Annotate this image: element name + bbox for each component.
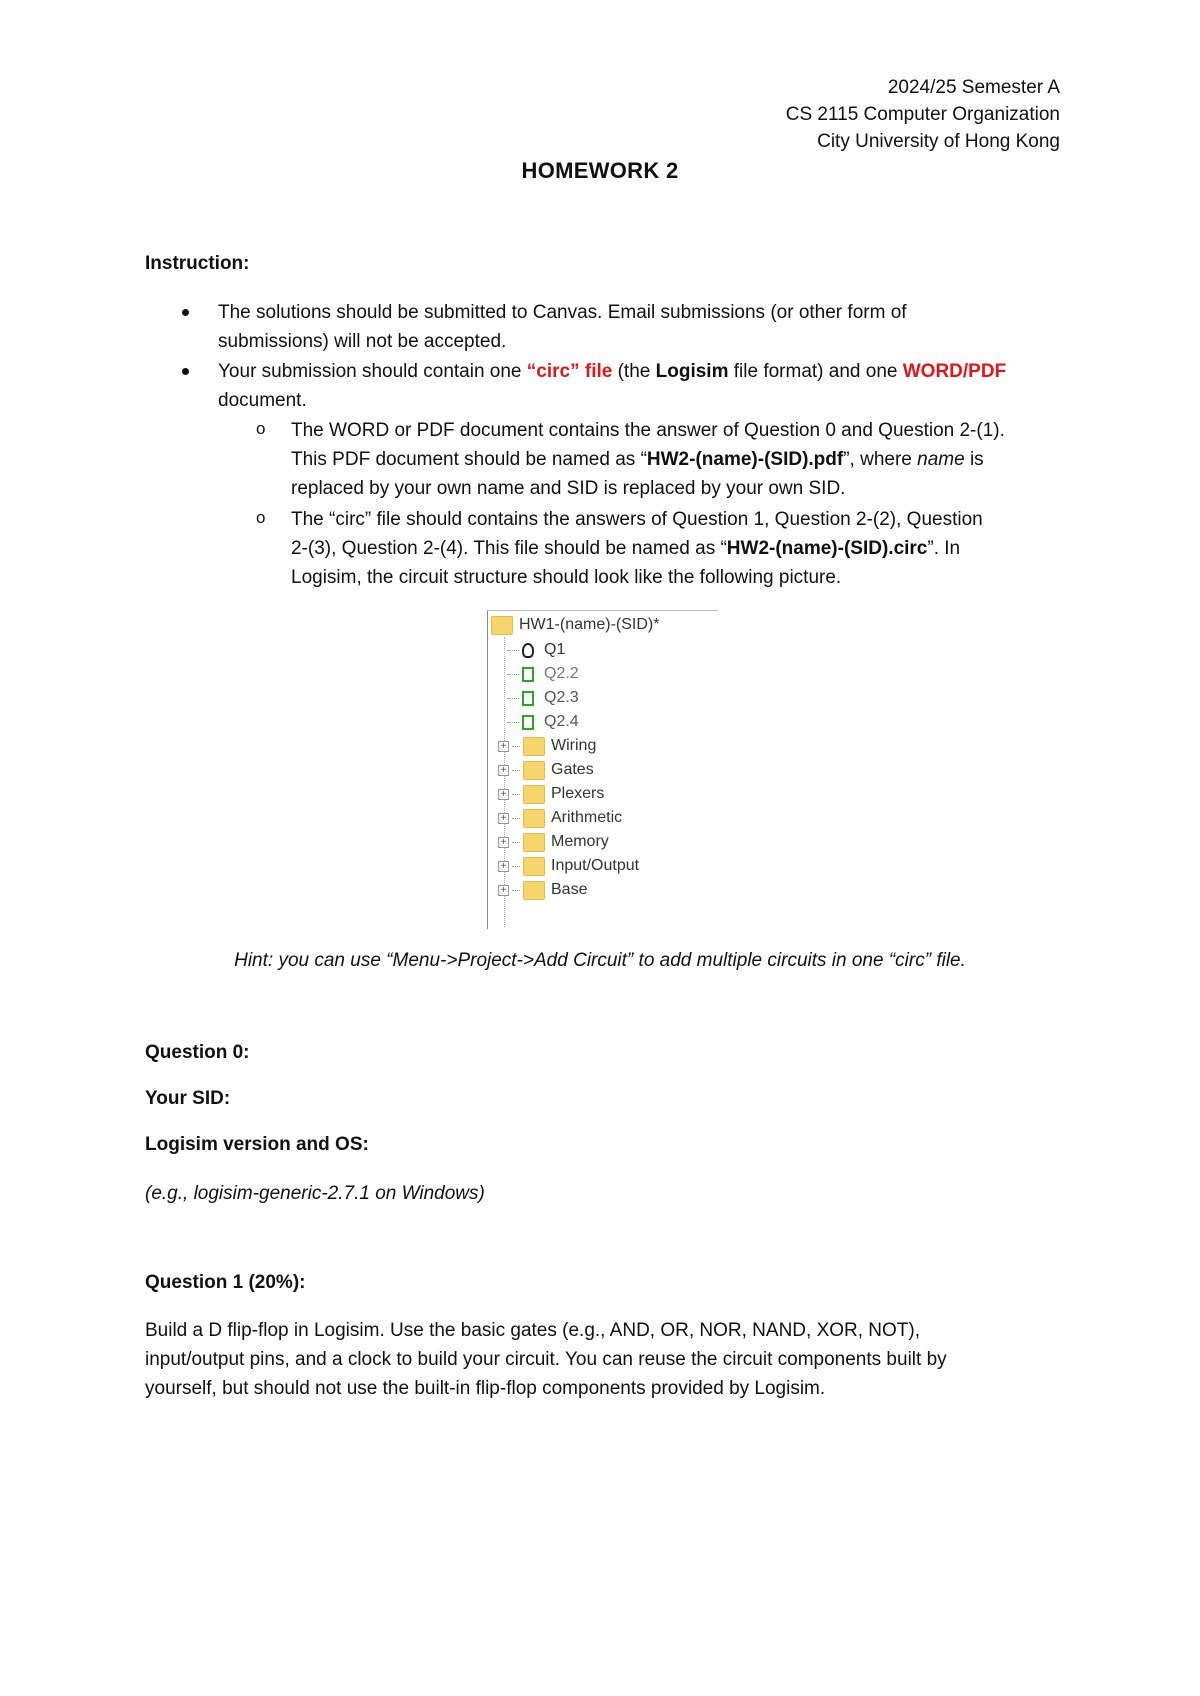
expand-icon: + <box>498 813 509 824</box>
question-0-heading: Question 0: <box>145 1042 250 1063</box>
logisim-tree-image <box>487 610 718 929</box>
folder-icon <box>523 857 545 876</box>
text-span: ”. In <box>927 538 961 559</box>
tree-dots <box>507 698 519 699</box>
library-label: Memory <box>551 833 609 850</box>
sub-2-line3: Logisim, the circuit structure should look like the following picture. <box>291 567 842 588</box>
tree-circuit-q23 <box>504 687 579 709</box>
tree-lib-plexers <box>498 783 604 805</box>
folder-icon <box>523 881 545 900</box>
tree-lib-memory <box>498 831 609 853</box>
course-label: CS 2115 Computer Organization <box>785 104 1060 125</box>
folder-icon <box>523 809 545 828</box>
tree-dots <box>512 818 520 819</box>
tree-circuit-q1 <box>504 639 565 661</box>
circuit-label: Q1 <box>544 641 566 658</box>
tree-lib-wiring <box>498 735 596 757</box>
tree-dots <box>507 650 519 651</box>
tree-root-label: HW1-(name)-(SID)* <box>519 616 660 633</box>
sub-2-line2 <box>291 534 1081 563</box>
tree-lib-base <box>498 879 587 901</box>
bullet-dot <box>182 368 189 375</box>
question-1-heading: Question 1 (20%): <box>145 1272 306 1293</box>
magnifier-icon <box>522 643 534 658</box>
expand-icon: + <box>498 885 509 896</box>
tree-dots <box>512 794 520 795</box>
bullet-2-line1 <box>218 357 1078 386</box>
sub-1-line2 <box>291 445 1081 474</box>
library-label: Arithmetic <box>551 809 623 826</box>
bullet-2 <box>218 357 1078 415</box>
semester-label: 2024/25 Semester A <box>887 77 1060 98</box>
logisim-bold: Logisim <box>655 361 729 382</box>
name-italic: name <box>917 449 965 470</box>
circuit-icon <box>522 715 534 730</box>
instruction-heading: Instruction: <box>145 253 250 274</box>
sub-bullet-marker: o <box>256 508 266 527</box>
text-span: file format) and one <box>728 361 903 382</box>
logisim-version-label: Logisim version and OS: <box>145 1134 369 1155</box>
folder-icon <box>523 761 545 780</box>
sub-bullet-marker: o <box>256 419 266 438</box>
sub-2-line1: The “circ” file should contains the answers of Question 1, Question 2-(2), Question <box>291 509 983 530</box>
tree-dots <box>512 866 520 867</box>
circuit-icon <box>522 691 534 706</box>
folder-icon <box>523 737 545 756</box>
library-label: Gates <box>551 761 594 778</box>
tree-circuit-q22 <box>504 663 579 685</box>
folder-icon <box>523 833 545 852</box>
circ-file-highlight: “circ” file <box>526 361 613 382</box>
library-label: Base <box>551 881 588 898</box>
bullet-1 <box>218 298 1078 356</box>
circuit-icon <box>522 667 534 682</box>
pdf-filename: HW2-(name)-(SID).pdf <box>646 449 844 470</box>
expand-icon: + <box>498 765 509 776</box>
sub-1-line1: The WORD or PDF document contains the answer of Question 0 and Question 2-(1). <box>291 420 1005 441</box>
expand-icon: + <box>498 837 509 848</box>
question-1-line3: yourself, but should not use the built-in flip-flop components provided by Logisim. <box>145 1378 826 1399</box>
tree-dots <box>512 842 520 843</box>
version-example: (e.g., logisim-generic-2.7.1 on Windows) <box>145 1183 485 1204</box>
expand-icon: + <box>498 861 509 872</box>
tree-dots <box>512 746 520 747</box>
bullet-dot <box>182 309 189 316</box>
text-span: This PDF document should be named as “ <box>291 449 647 470</box>
circuit-label: Q2.2 <box>544 665 579 682</box>
circuit-label: Q2.4 <box>544 713 579 730</box>
hint-text: Hint: you can use “Menu->Project->Add Circuit” to add multiple circuits in one “circ” file. <box>234 950 966 971</box>
sub-bullet-1 <box>291 416 1081 503</box>
page-title: HOMEWORK 2 <box>521 158 679 183</box>
text-span: Your submission should contain one <box>218 361 527 382</box>
bullet-1-line1: The solutions should be submitted to Canvas. Email submissions (or other form of <box>218 302 907 323</box>
expand-icon: + <box>498 741 509 752</box>
text-span: 2-(3), Question 2-(4). This file should be named as “ <box>291 538 727 559</box>
tree-circuit-q24 <box>504 711 579 733</box>
tree-dots <box>512 890 520 891</box>
library-label: Wiring <box>551 737 597 754</box>
university-label: City University of Hong Kong <box>817 131 1060 152</box>
library-label: Plexers <box>551 785 605 802</box>
circ-filename: HW2-(name)-(SID).circ <box>726 538 928 559</box>
word-pdf-highlight: WORD/PDF <box>902 361 1007 382</box>
bullet-1-line2: submissions) will not be accepted. <box>218 331 507 352</box>
tree-lib-arithmetic <box>498 807 622 829</box>
question-1-body <box>145 1316 1045 1403</box>
question-1-line2: input/output pins, and a clock to build your circuit. You can reuse the circuit components built by <box>145 1349 947 1370</box>
question-1-line1: Build a D flip-flop in Logisim. Use the basic gates (e.g., AND, OR, NOR, NAND, XOR, NOT), <box>145 1320 921 1341</box>
text-span: ”, where <box>843 449 918 470</box>
tree-dots <box>512 770 520 771</box>
library-label: Input/Output <box>551 857 640 874</box>
sub-bullet-2 <box>291 505 1081 592</box>
expand-icon: + <box>498 789 509 800</box>
folder-icon <box>523 785 545 804</box>
document-header <box>786 74 1060 155</box>
sid-label: Your SID: <box>145 1088 231 1109</box>
text-span: is <box>964 449 984 470</box>
tree-root <box>491 614 659 636</box>
text-span: (the <box>612 361 656 382</box>
tree-lib-input-output <box>498 855 639 877</box>
sub-1-line3: replaced by your own name and SID is replaced by your own SID. <box>291 478 846 499</box>
tree-lib-gates <box>498 759 594 781</box>
bullet-2-line2: document. <box>218 390 307 411</box>
tree-dots <box>507 674 519 675</box>
folder-icon <box>491 616 513 635</box>
tree-dots <box>507 722 519 723</box>
circuit-label: Q2.3 <box>544 689 579 706</box>
